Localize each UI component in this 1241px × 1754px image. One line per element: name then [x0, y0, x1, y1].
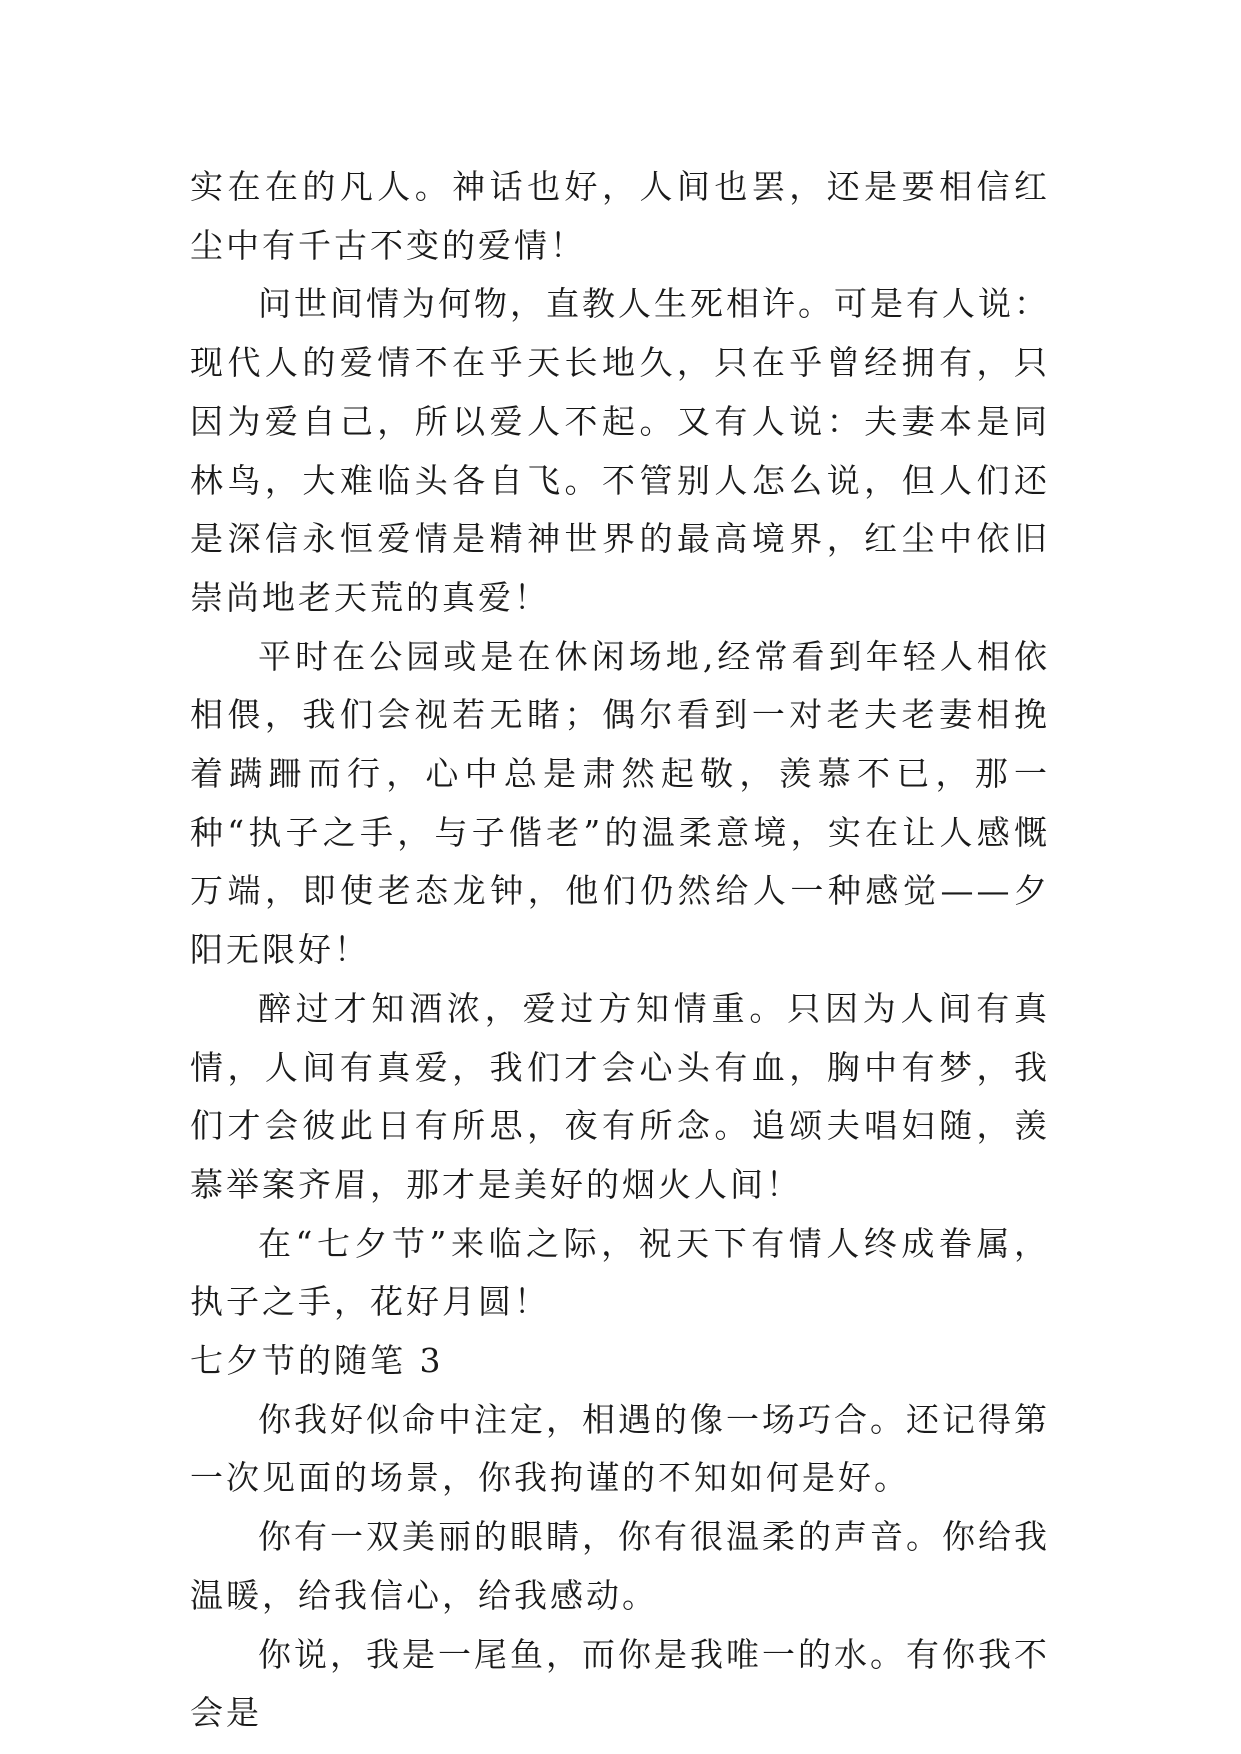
paragraph: 你说，我是一尾鱼，而你是我唯一的水。有你我不会是	[190, 1634, 1050, 1733]
paragraph: 你我好似命中注定，相遇的像一场巧合。还记得第一次见面的场景，你我拘谨的不知如何是好。	[190, 1399, 1050, 1498]
paragraph: 醉过才知酒浓，爱过方知情重。只因为人间有真情，人间有真爱，我们才会心头有血，胸中有梦，我们才会彼此日有所思，夜有所念。追颂夫唱妇随，羡慕举案齐眉，那才是美好的烟火人间！	[190, 988, 1050, 1204]
document-body	[190, 158, 1050, 1743]
paragraph: 实在在的凡人。神话也好，人间也罢，还是要相信红尘中有千古不变的爱情！	[190, 167, 1050, 265]
paragraph: 问世间情为何物，直教人生死相许。可是有人说：现代人的爱情不在乎天长地久，只在乎曾经拥有，只因为爱自己，所以爱人不起。又有人说：夫妻本是同林鸟，大难临头各自飞。不管别人怎么说，但人们还是深信永恒爱情是精神世界的最高境界，红尘中依旧崇尚地老天荒的真爱！	[190, 284, 1050, 617]
paragraph: 你有一双美丽的眼睛，你有很温柔的声音。你给我温暖，给我信心，给我感动。	[190, 1517, 1050, 1615]
paragraph: 平时在公园或是在休闲场地,经常看到年轻人相依相偎，我们会视若无睹；偶尔看到一对老夫老妻相挽着蹒跚而行，心中总是肃然起敬，羡慕不已，那一种“执子之手，与子偕老”的温柔意境，实在让人感慨万端，即使老态龙钟，他们仍然给人一种感觉——夕阳无限好！	[190, 636, 1050, 970]
paragraph: 在“七夕节”来临之际，祝天下有情人终成眷属，执子之手，花好月圆！	[190, 1223, 1050, 1322]
section-title: 七夕节的随笔 3	[190, 1341, 444, 1381]
